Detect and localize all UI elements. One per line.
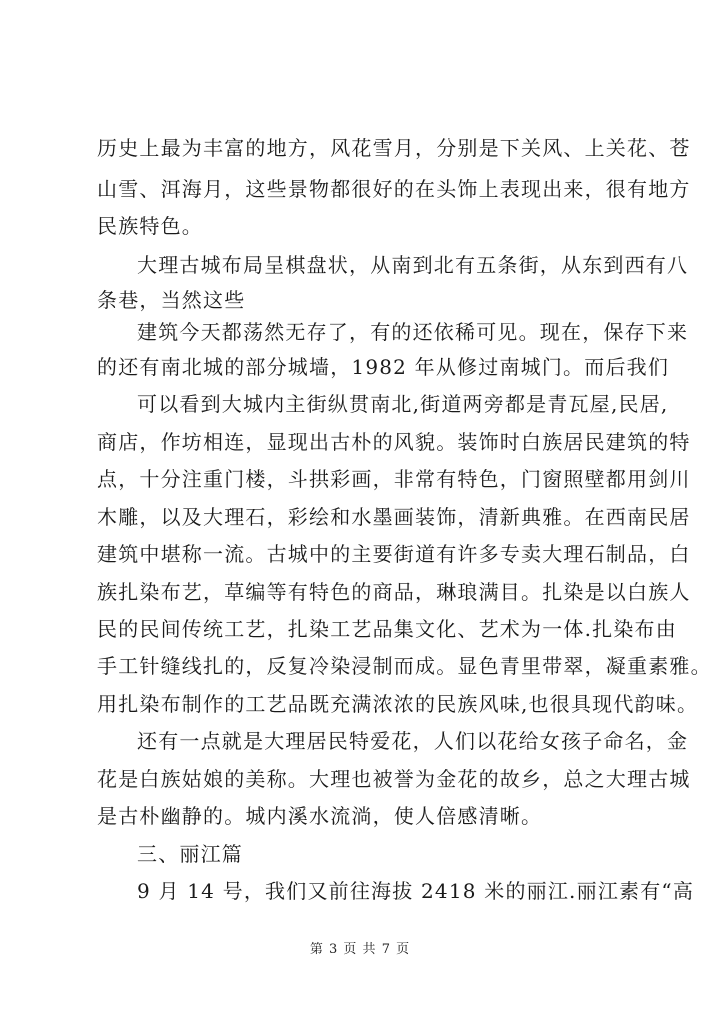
paragraph-line: 历史上最为丰富的地方，风花雪月，分别是下关风、上关花、苍 <box>97 136 691 160</box>
paragraph-line: 民的民间传统工艺，扎染工艺品集文化、艺术为一体.扎染布由 <box>97 617 677 641</box>
paragraph-line: 还有一点就是大理居民特爱花，人们以花给女孩子命名，金 <box>137 729 689 753</box>
paragraph-line: 是古朴幽静的。城内溪水流淌，使人倍感清晰。 <box>97 804 543 828</box>
paragraph-line: 山雪、洱海月，这些景物都很好的在头饰上表现出来，很有地方 <box>97 177 691 201</box>
paragraph-line: 建筑今天都荡然无存了，有的还依稀可见。现在，保存下来 <box>137 320 689 344</box>
paragraph-line: 大理古城布局呈棋盘状，从南到北有五条街，从东到西有八 <box>137 253 689 277</box>
paragraph-line: 花是白族姑娘的美称。大理也被誉为金花的故乡，总之大理古城 <box>97 767 691 791</box>
paragraph-line: 商店，作坊相连，显现出古朴的风貌。装饰时白族居民建筑的特 <box>97 430 691 454</box>
paragraph-line: 用扎染布制作的工艺品既充满浓浓的民族风味,也很具现代韵味。 <box>97 692 699 716</box>
paragraph-line: 木雕，以及大理石，彩绘和水墨画装饰，清新典雅。在西南民居 <box>97 505 691 529</box>
paragraph-line: 族扎染布艺，草编等有特色的商品，琳琅满目。扎染是以白族人 <box>97 580 691 604</box>
paragraph-line: 手工针缝线扎的，反复冷染浸制而成。显色青里带翠，凝重素雅。 <box>97 654 712 678</box>
paragraph-line: 9 月 14 号，我们又前往海拔 2418 米的丽江.丽江素有“高 <box>137 879 695 903</box>
paragraph-line: 可以看到大城内主街纵贯南北,街道两旁都是青瓦屋,民居, <box>137 392 669 416</box>
paragraph-line: 建筑中堪称一流。古城中的主要街道有许多专卖大理石制品，白 <box>97 542 691 566</box>
paragraph-line: 的还有南北城的部分城墙，1982 年从修过南城门。而后我们 <box>97 355 670 379</box>
section-heading: 三、丽江篇 <box>137 842 243 866</box>
page-number-footer: 第 3 页 共 7 页 <box>309 942 411 957</box>
paragraph-line: 点，十分注重门楼，斗拱彩画，非常有特色，门窗照壁都用剑川 <box>97 467 691 491</box>
paragraph-line: 条巷，当然这些 <box>97 288 246 312</box>
paragraph-line: 民族特色。 <box>97 214 203 238</box>
